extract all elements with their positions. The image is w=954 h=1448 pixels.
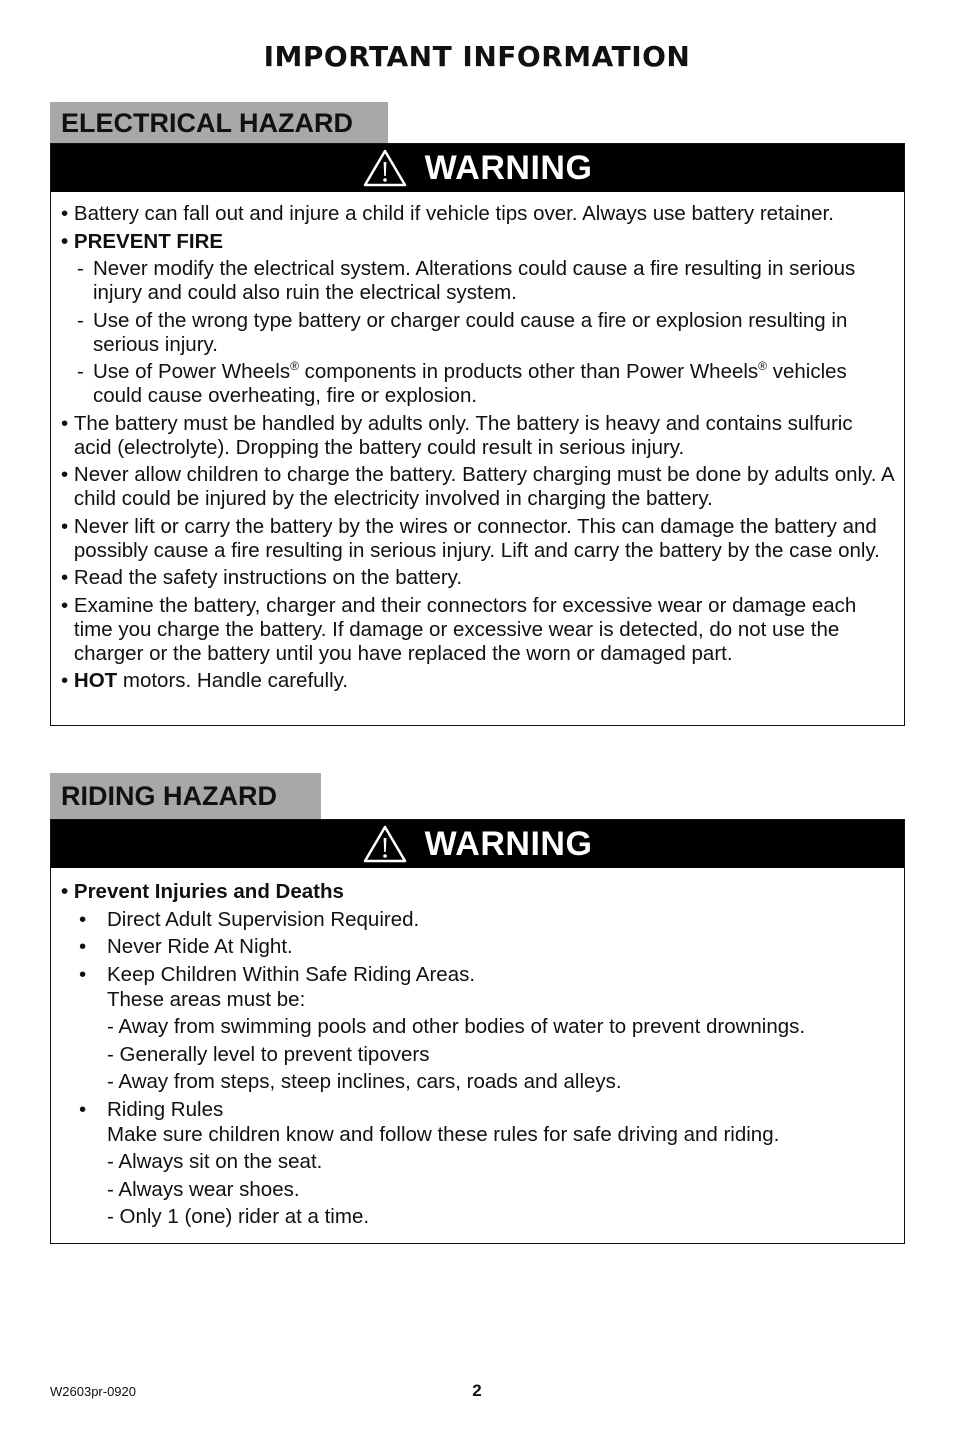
electrical-warning-bar — [51, 144, 904, 192]
list-item: • Never Ride At Night. — [79, 935, 293, 958]
document-code: W2603pr-0920 — [50, 1384, 136, 1399]
list-item: - Never modify the electrical system. Alterations could cause a fire resulting in serious injury and could also ruin the electrical system. — [77, 257, 856, 304]
list-item: • PREVENT FIRE — [61, 230, 894, 254]
list-item: - Use of the wrong type battery or charger could cause a fire or explosion resulting in serious injury. — [77, 308, 848, 356]
list-item: - Always wear shoes. — [107, 1177, 300, 1201]
electrical-warning-box — [50, 143, 905, 726]
list-item: These areas must be: — [107, 987, 306, 1011]
page-title: IMPORTANT INFORMATION — [263, 40, 691, 73]
warning-triangle-icon — [363, 825, 407, 863]
list-item: • Prevent Injuries and Deaths — [61, 880, 894, 904]
riding-warning-bar — [51, 820, 904, 868]
prevent-fire-heading: PREVENT FIRE — [73, 229, 224, 253]
list-item: - Generally level to prevent tipovers — [107, 1042, 430, 1066]
list-item: - Away from swimming pools and other bodies of water to prevent drownings. — [107, 1015, 806, 1038]
electrical-hazard-tab: ELECTRICAL HAZARD — [50, 102, 388, 144]
list-item: • Read the safety instructions on the battery. — [61, 566, 463, 589]
warning-triangle-icon — [363, 149, 407, 187]
riding-warning-text — [51, 868, 904, 1241]
list-item: • Battery can fall out and injure a child if vehicle tips over. Always use battery retainer. — [61, 202, 834, 225]
list-item: • Never allow children to charge the battery. Battery charging must be done by adults only. A child could be injured by the electricity involved in charging the battery. — [61, 463, 894, 510]
riding-warning-box — [50, 819, 905, 1244]
page-number: 2 — [472, 1381, 482, 1400]
list-item: - Only 1 (one) rider at a time. — [107, 1205, 370, 1228]
prevent-injuries-heading: Prevent Injuries and Deaths — [73, 880, 344, 903]
list-item: • The battery must be handled by adults only. The battery is heavy and contains sulfuric acid (electrolyte). Dropping the battery could result in serious injury. — [61, 411, 853, 459]
list-item: - Always sit on the seat. — [107, 1150, 323, 1173]
list-item: Make sure children know and follow these rules for safe driving and riding. — [107, 1122, 780, 1146]
list-item: • Examine the battery, charger and their connectors for excessive wear or damage each time you charge the battery. If damage or excessive wear is detected, do not use the charger or the battery until you have replaced the worn or damaged part. — [61, 593, 857, 665]
list-item: • HOT motors. Handle carefully. — [61, 669, 349, 692]
list-item: • Keep Children Within Safe Riding Areas. — [79, 962, 476, 986]
electrical-warning-text — [51, 192, 904, 705]
warning-label: WARNING — [424, 824, 593, 863]
list-item: • Direct Adult Supervision Required. — [79, 907, 420, 931]
list-item: • Riding Rules — [79, 1097, 224, 1121]
list-item: - Away from steps, steep inclines, cars, roads and alleys. — [107, 1070, 622, 1093]
warning-label: WARNING — [424, 148, 593, 187]
list-item: - Use of Power Wheels® components in products other than Power Wheels® vehicles could cause overheating, fire or explosion. — [77, 359, 847, 407]
riding-hazard-tab: RIDING HAZARD — [50, 773, 321, 819]
list-item: • Never lift or carry the battery by the wires or connector. This can damage the battery and possibly cause a fire resulting in serious injury. Lift and carry the battery by the case only. — [61, 514, 880, 562]
